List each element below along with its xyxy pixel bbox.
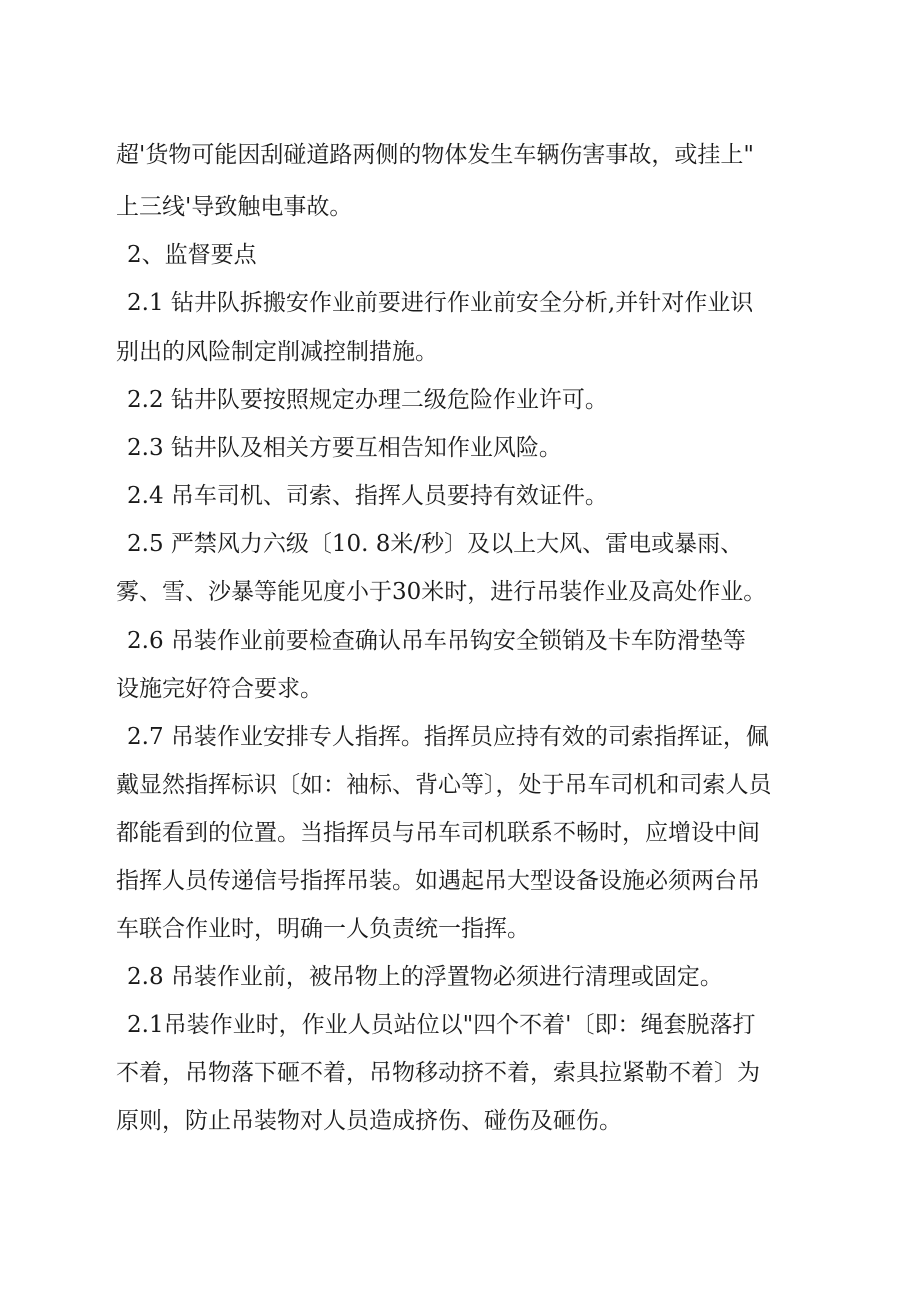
text-line-5: 别出的风险制定削减控制措施。 — [116, 339, 438, 365]
text-line-16: 指挥人员传递信号指挥吊装。如遇起吊大型设备设施必须两台吊 — [116, 868, 760, 894]
text-line-21: 原则，防止吊装物对人员造成挤伤、碰伤及砸伤。 — [116, 1108, 622, 1134]
text-line-14: 戴显然指挥标识〔如：袖标、背心等〕，处于吊车司机和司索人员 — [116, 772, 772, 798]
text-line-8: 2.4 吊车司机、司索、指挥人员要持有效证件。 — [127, 483, 608, 509]
text-line-17: 车联合作业时，明确一人负责统一指挥。 — [116, 916, 530, 942]
text-line-1: 超'货物可能因刮碰道路两侧的物体发生车辆伤害事故，或挂上" — [116, 142, 754, 168]
text-line-10: 雾、雪、沙暴等能见度小于30米时，进行吊装作业及高处作业。 — [116, 579, 767, 605]
text-line-20: 不着，吊物落下砸不着，吊物移动挤不着，索具拉紧勒不着〕为 — [116, 1060, 760, 1086]
text-line-2: 上三线'导致触电事故。 — [116, 194, 353, 220]
text-line-12: 设施完好符合要求。 — [116, 676, 323, 702]
text-line-6: 2.2 钻井队要按照规定办理二级危险作业许可。 — [127, 387, 608, 413]
text-line-11: 2.6 吊装作业前要检查确认吊车吊钩安全锁销及卡车防滑垫等 — [127, 628, 746, 654]
text-line-15: 都能看到的位置。当指挥员与吊车司机联系不畅时，应增设中间 — [116, 820, 760, 846]
text-line-13: 2.7 吊装作业安排专人指挥。指挥员应持有效的司索指挥证，佩 — [127, 724, 769, 750]
text-line-9: 2.5 严禁风力六级〔10. 8米/秒〕及以上大风、雷电或暴雨、 — [127, 531, 744, 557]
text-line-7: 2.3 钻井队及相关方要互相告知作业风险。 — [127, 435, 562, 461]
section-heading: 2、监督要点 — [127, 242, 257, 268]
text-line-4: 2.1 钻井队拆搬安作业前要进行作业前安全分析,并针对作业识 — [127, 290, 754, 316]
text-line-19: 2.1吊装作业时，作业人员站位以"四个不着'〔即：绳套脱落打 — [127, 1012, 756, 1038]
text-line-18: 2.8 吊装作业前，被吊物上的浮置物必须进行清理或固定。 — [127, 964, 723, 990]
